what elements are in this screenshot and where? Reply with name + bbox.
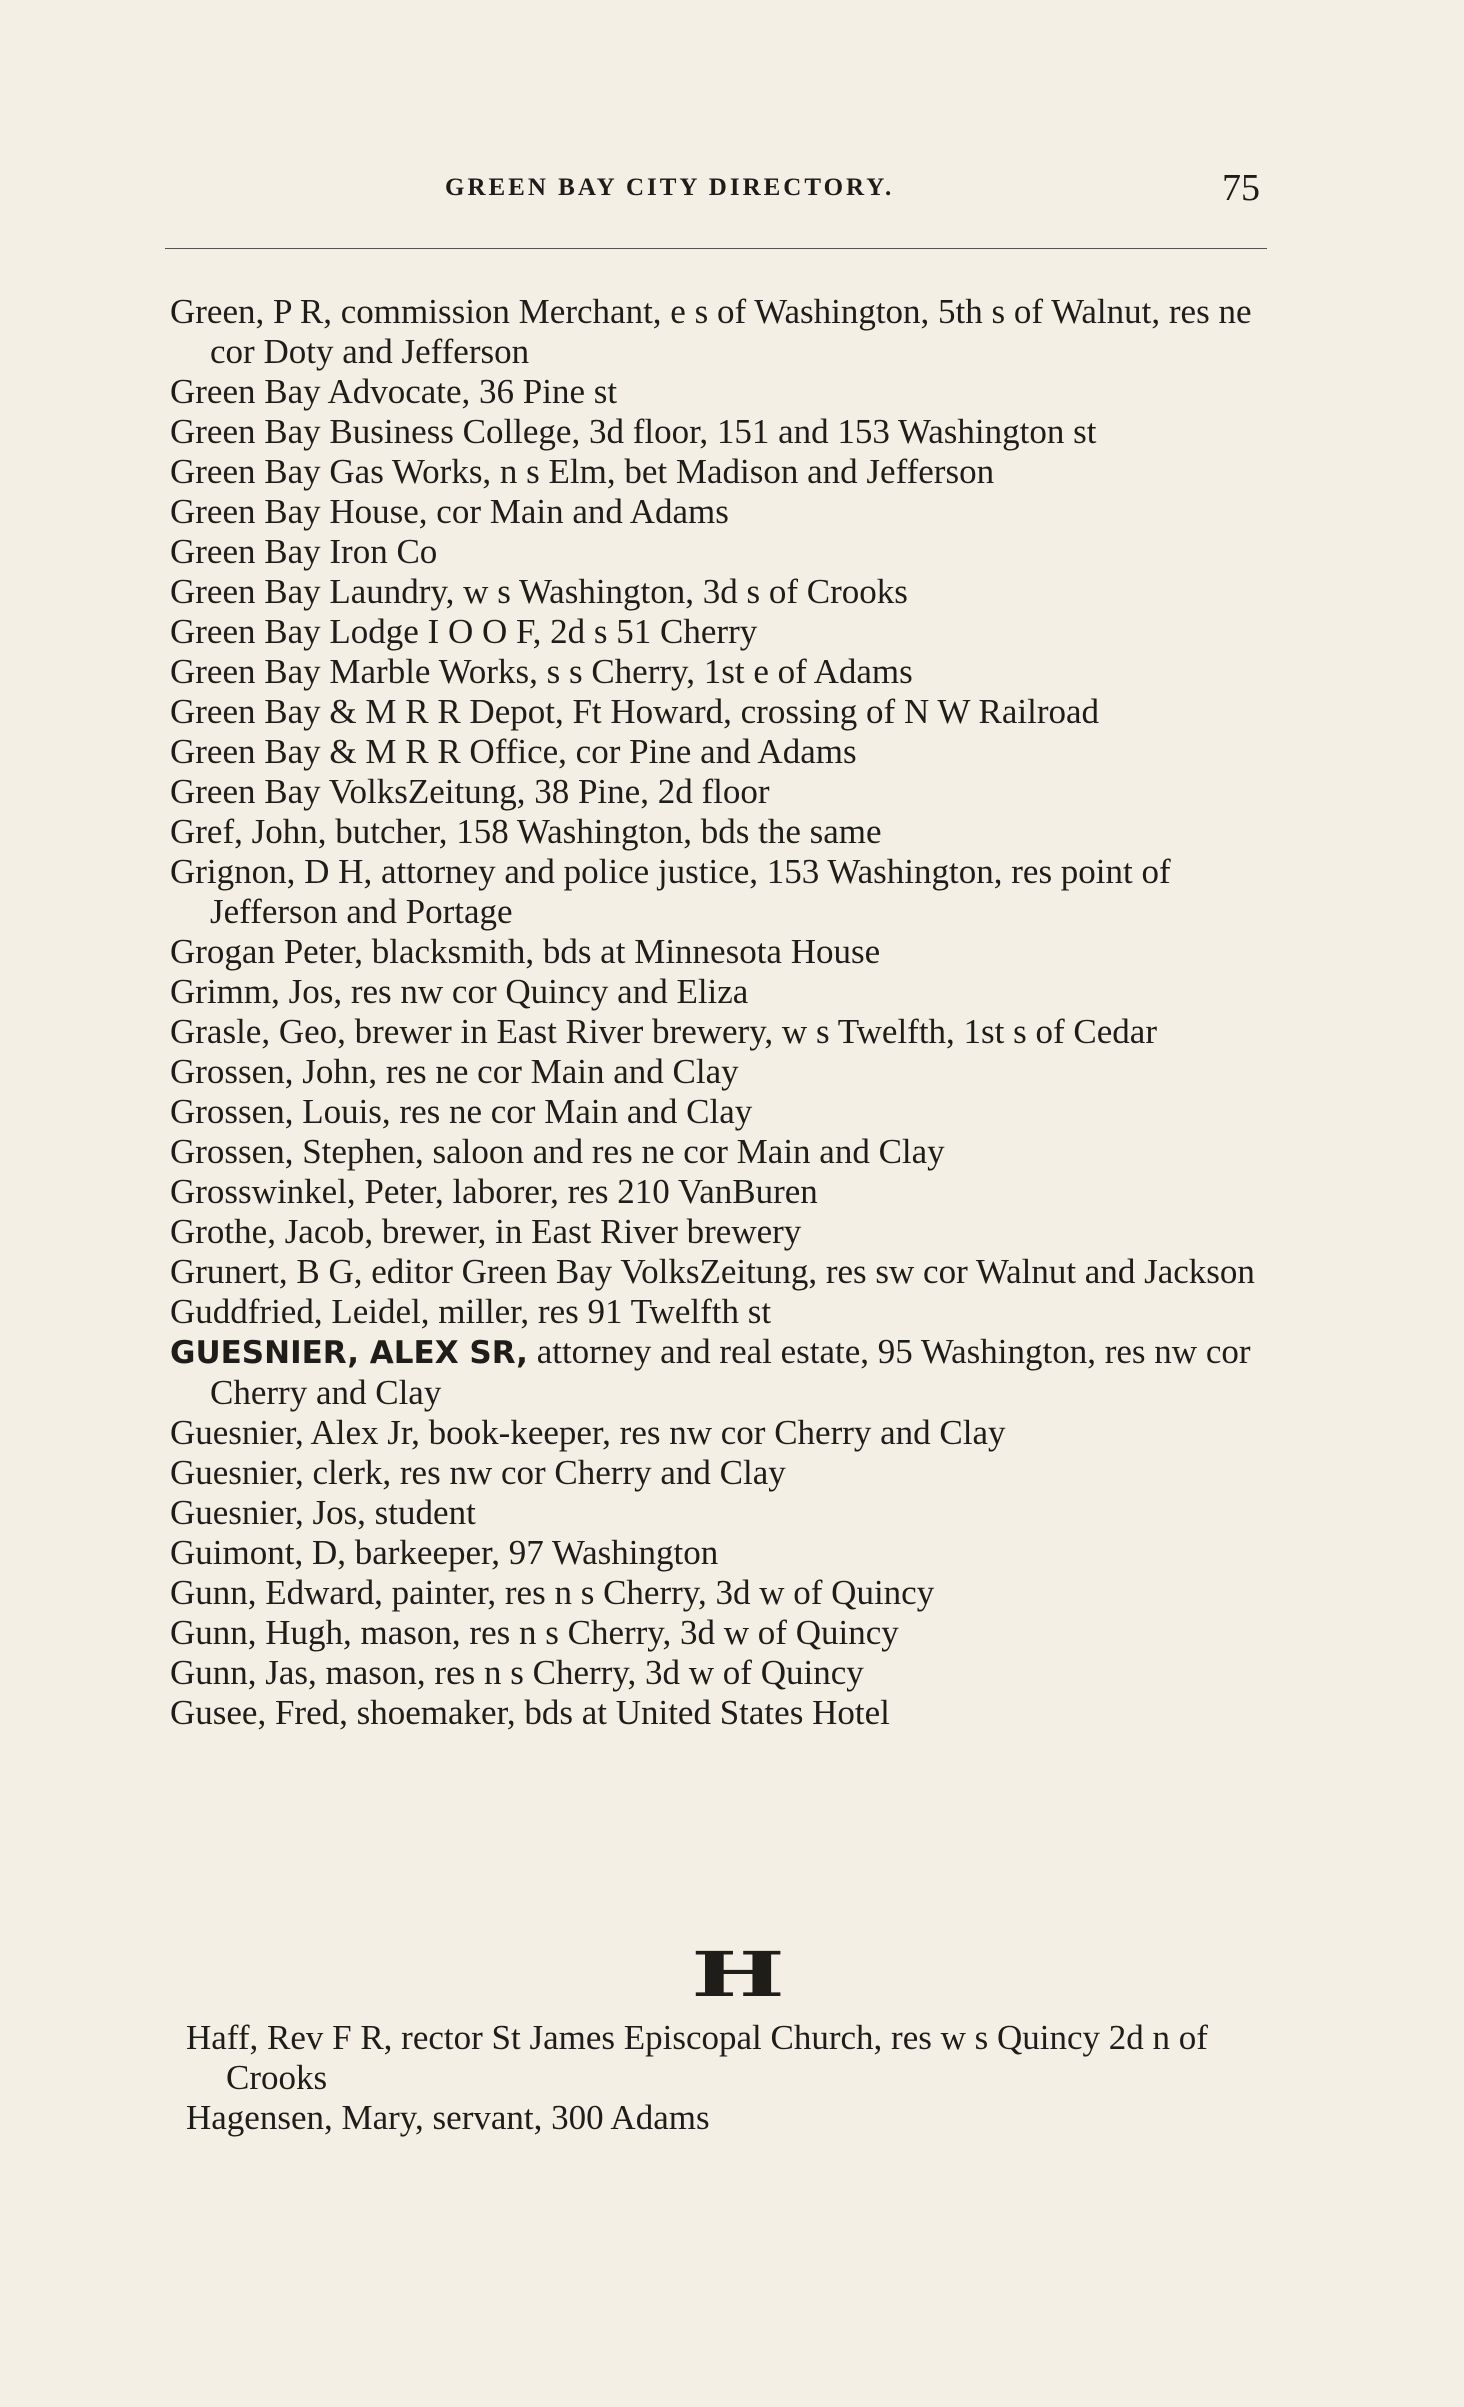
directory-entry: Green Bay & M R R Office, cor Pine and Adams (170, 732, 857, 771)
directory-entry: Grimm, Jos, res nw cor Quincy and Eliza (170, 972, 749, 1011)
directory-entry: Grossen, Louis, res ne cor Main and Clay (170, 1092, 753, 1131)
page-header (170, 160, 1270, 220)
directory-entry: Grosswinkel, Peter, laborer, res 210 VanBuren (170, 1172, 818, 1211)
directory-entry: Green Bay Lodge I O O F, 2d s 51 Cherry (170, 612, 758, 651)
directory-entry: Green Bay Advocate, 36 Pine st (170, 372, 618, 411)
directory-entry: Hagensen, Mary, servant, 300 Adams (186, 2098, 710, 2137)
directory-entry: Gunn, Hugh, mason, res n s Cherry, 3d w of Quincy (170, 1613, 899, 1652)
directory-entries-g (170, 292, 1280, 1733)
header-rule (165, 248, 1267, 249)
directory-entry: Grasle, Geo, brewer in East River brewery, w s Twelfth, 1st s of Cedar (170, 1012, 1157, 1051)
directory-entry: Green Bay Laundry, w s Washington, 3d s of Crooks (170, 572, 908, 611)
directory-entry: Guesnier, Jos, student (170, 1493, 476, 1532)
directory-entry: Green Bay & M R R Depot, Ft Howard, crossing of N W Railroad (170, 692, 1100, 731)
directory-entry: Gunn, Jas, mason, res n s Cherry, 3d w of Quincy (170, 1653, 864, 1692)
directory-entry: Green Bay Business College, 3d floor, 151 and 153 Washington st (170, 412, 1097, 451)
directory-entry: Gusee, Fred, shoemaker, bds at United States Hotel (170, 1693, 890, 1732)
section-letter-heading: H (691, 1938, 785, 2011)
directory-entry: Guimont, D, barkeeper, 97 Washington (170, 1533, 719, 1572)
directory-entry: Grossen, Stephen, saloon and res ne cor Main and Clay (170, 1132, 945, 1171)
directory-entry: Guddfried, Leidel, miller, res 91 Twelfth st (170, 1292, 772, 1331)
directory-entry: Green Bay Marble Works, s s Cherry, 1st e of Adams (170, 652, 913, 691)
directory-entry: Green Bay House, cor Main and Adams (170, 492, 729, 531)
directory-entry: Grignon, D H, attorney and police justice, 153 Washington, res point of Jefferson and Portage (170, 852, 1171, 931)
directory-entry: Grunert, B G, editor Green Bay VolksZeitung, res sw cor Walnut and Jackson (170, 1252, 1255, 1291)
directory-entry: Gref, John, butcher, 158 Washington, bds the same (170, 812, 882, 851)
directory-entries-h (186, 2018, 1286, 2138)
page-number: 75 (1222, 167, 1260, 209)
directory-entry: Grothe, Jacob, brewer, in East River brewery (170, 1212, 802, 1251)
directory-entry: Green Bay Iron Co (170, 532, 438, 571)
directory-entry: Green Bay VolksZeitung, 38 Pine, 2d floor (170, 772, 770, 811)
bold-entry-name: GUESNIER, ALEX SR, (170, 1335, 528, 1371)
bold-entry-details: attorney and real estate, 95 Washington, res nw cor Cherry and Clay (210, 1332, 1251, 1412)
directory-entry: Green, P R, commission Merchant, e s of Washington, 5th s of Walnut, res ne cor Doty and Jefferson (170, 292, 1252, 371)
directory-entry: Haff, Rev F R, rector St James Episcopal Church, res w s Quincy 2d n of Crooks (186, 2018, 1208, 2097)
directory-entry: Green Bay Gas Works, n s Elm, bet Madison and Jefferson (170, 452, 995, 491)
directory-entry: Gunn, Edward, painter, res n s Cherry, 3d w of Quincy (170, 1573, 935, 1612)
running-title: GREEN BAY CITY DIRECTORY. (445, 174, 895, 201)
directory-entry: Guesnier, Alex Jr, book-keeper, res nw cor Cherry and Clay (170, 1413, 1006, 1452)
directory-entry: Grossen, John, res ne cor Main and Clay (170, 1052, 739, 1091)
directory-entry-bold (170, 1332, 1280, 1413)
directory-entry: Grogan Peter, blacksmith, bds at Minnesota House (170, 932, 881, 971)
directory-entry: Guesnier, clerk, res nw cor Cherry and Clay (170, 1453, 786, 1492)
